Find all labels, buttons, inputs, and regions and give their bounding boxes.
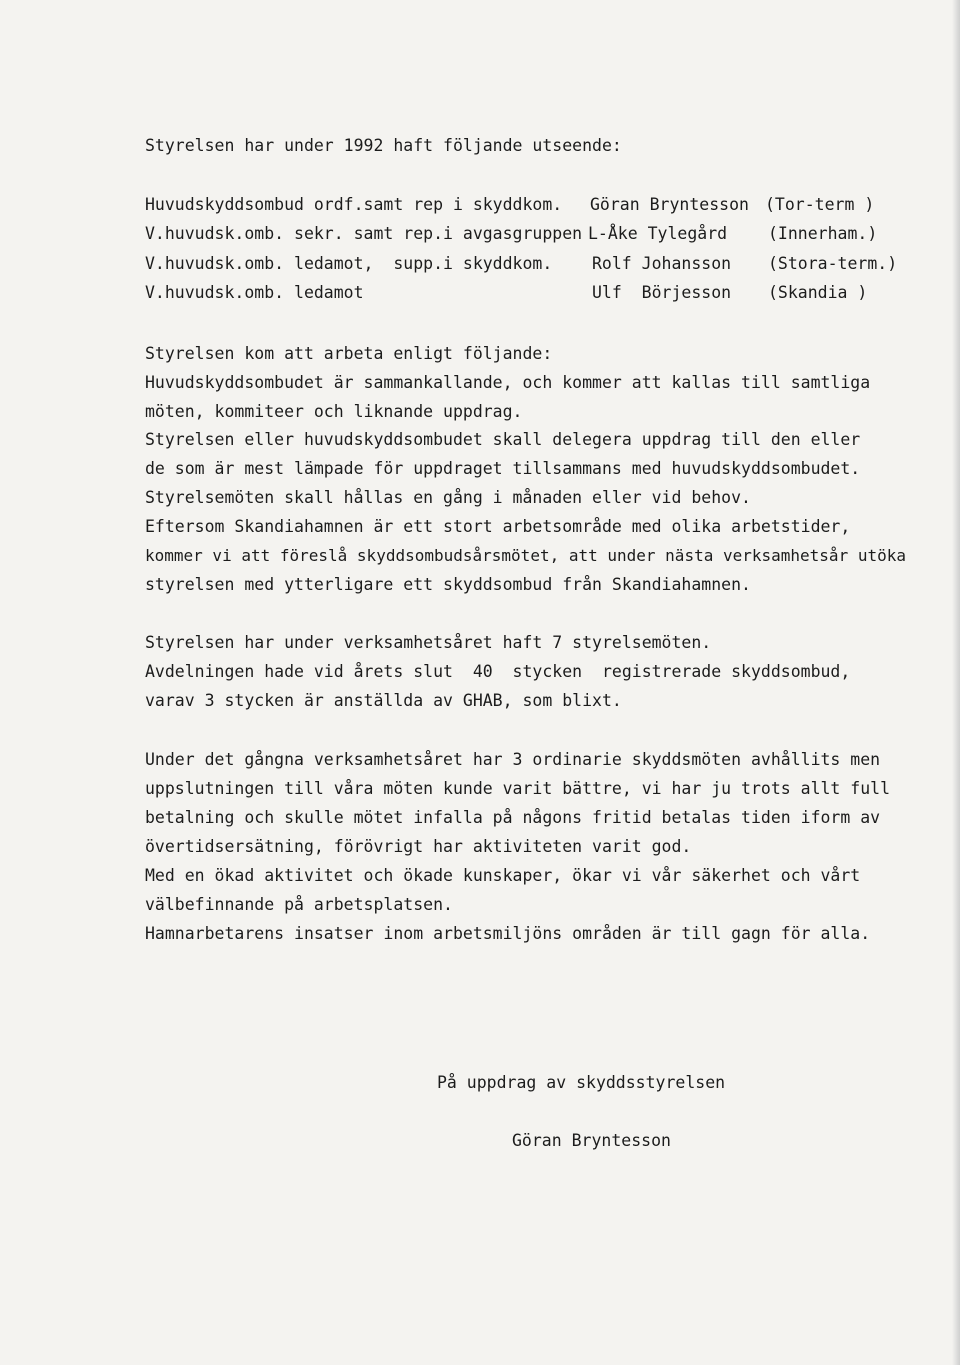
text-line: Under det gångna verksamhetsåret har 3 ordinarie skyddsmöten avhållits men (145, 750, 881, 769)
signature-line: På uppdrag av skyddsstyrelsen (437, 1073, 726, 1092)
board-row (0, 256, 960, 276)
board-company: (Stora-term.) (768, 254, 898, 273)
board-company: (Skandia ) (768, 283, 868, 302)
signature-name: Göran Bryntesson (512, 1131, 671, 1150)
text-line: Avdelningen hade vid årets slut 40 stycken registrerade skyddsombud, (145, 662, 851, 681)
text-line: styrelsen med ytterligare ett skyddsombud från Skandiahamnen. (145, 575, 751, 594)
text-line: Styrelsen eller huvudskyddsombudet skall delegera uppdrag till den eller (145, 430, 861, 449)
text-line: de som är mest lämpade för uppdraget tillsammans med huvudskyddsombudet. (145, 459, 861, 478)
text-line: Eftersom Skandiahamnen är ett stort arbetsområde med olika arbetstider, (145, 517, 851, 536)
board-row (0, 285, 960, 305)
board-row (0, 197, 960, 217)
text-line: Styrelsemöten skall hållas en gång i månaden eller vid behov. (145, 488, 751, 507)
heading: Styrelsen har under 1992 haft följande utseende: (145, 136, 622, 155)
board-row (0, 226, 960, 246)
board-name: Ulf Börjesson (592, 283, 732, 302)
text-line: möten, kommiteer och liknande uppdrag. (145, 402, 523, 421)
text-line: Styrelsen har under verksamhetsåret haft 7 styrelsemöten. (145, 633, 712, 652)
text-line: Med en ökad aktivitet och ökade kunskaper, ökar vi vår säkerhet och vårt (145, 866, 861, 885)
board-company: (Tor-term ) (765, 195, 875, 214)
text-line: Hamnarbetarens insatser inom arbetsmiljöns områden är till gagn för alla. (145, 924, 871, 943)
text-line: betalning och skulle mötet infalla på någons fritid betalas tiden iform av (145, 808, 881, 827)
text-line: övertidsersätning, förövrigt har aktiviteten varit god. (145, 837, 692, 856)
board-role: V.huvudsk.omb. ledamot, supp.i skyddkom. (145, 254, 553, 273)
text-line: Huvudskyddsombudet är sammankallande, och kommer att kallas till samtliga (145, 373, 871, 392)
text-line: Styrelsen kom att arbeta enligt följande: (145, 344, 553, 363)
text-line: välbefinnande på arbetsplatsen. (145, 895, 453, 914)
board-role: V.huvudsk.omb. sekr. samt rep.i avgasgruppen (145, 224, 583, 243)
board-role: Huvudskyddsombud ordf.samt rep i skyddkom. (145, 195, 563, 214)
text-line: varav 3 stycken är anställda av GHAB, som blixt. (145, 691, 622, 710)
text-line: kommer vi att föreslå skyddsombudsårsmötet, att under nästa verksamhetsår utöka (145, 546, 906, 565)
board-name: Rolf Johansson (592, 254, 732, 273)
board-role: V.huvudsk.omb. ledamot (145, 283, 364, 302)
text-line: uppslutningen till våra möten kunde varit bättre, vi har ju trots allt full (145, 779, 891, 798)
page-edge-shadow (952, 0, 960, 1365)
board-company: (Innerham.) (768, 224, 878, 243)
board-name: Göran Bryntesson (590, 195, 749, 214)
board-name: L-Åke Tylegård (588, 224, 728, 243)
